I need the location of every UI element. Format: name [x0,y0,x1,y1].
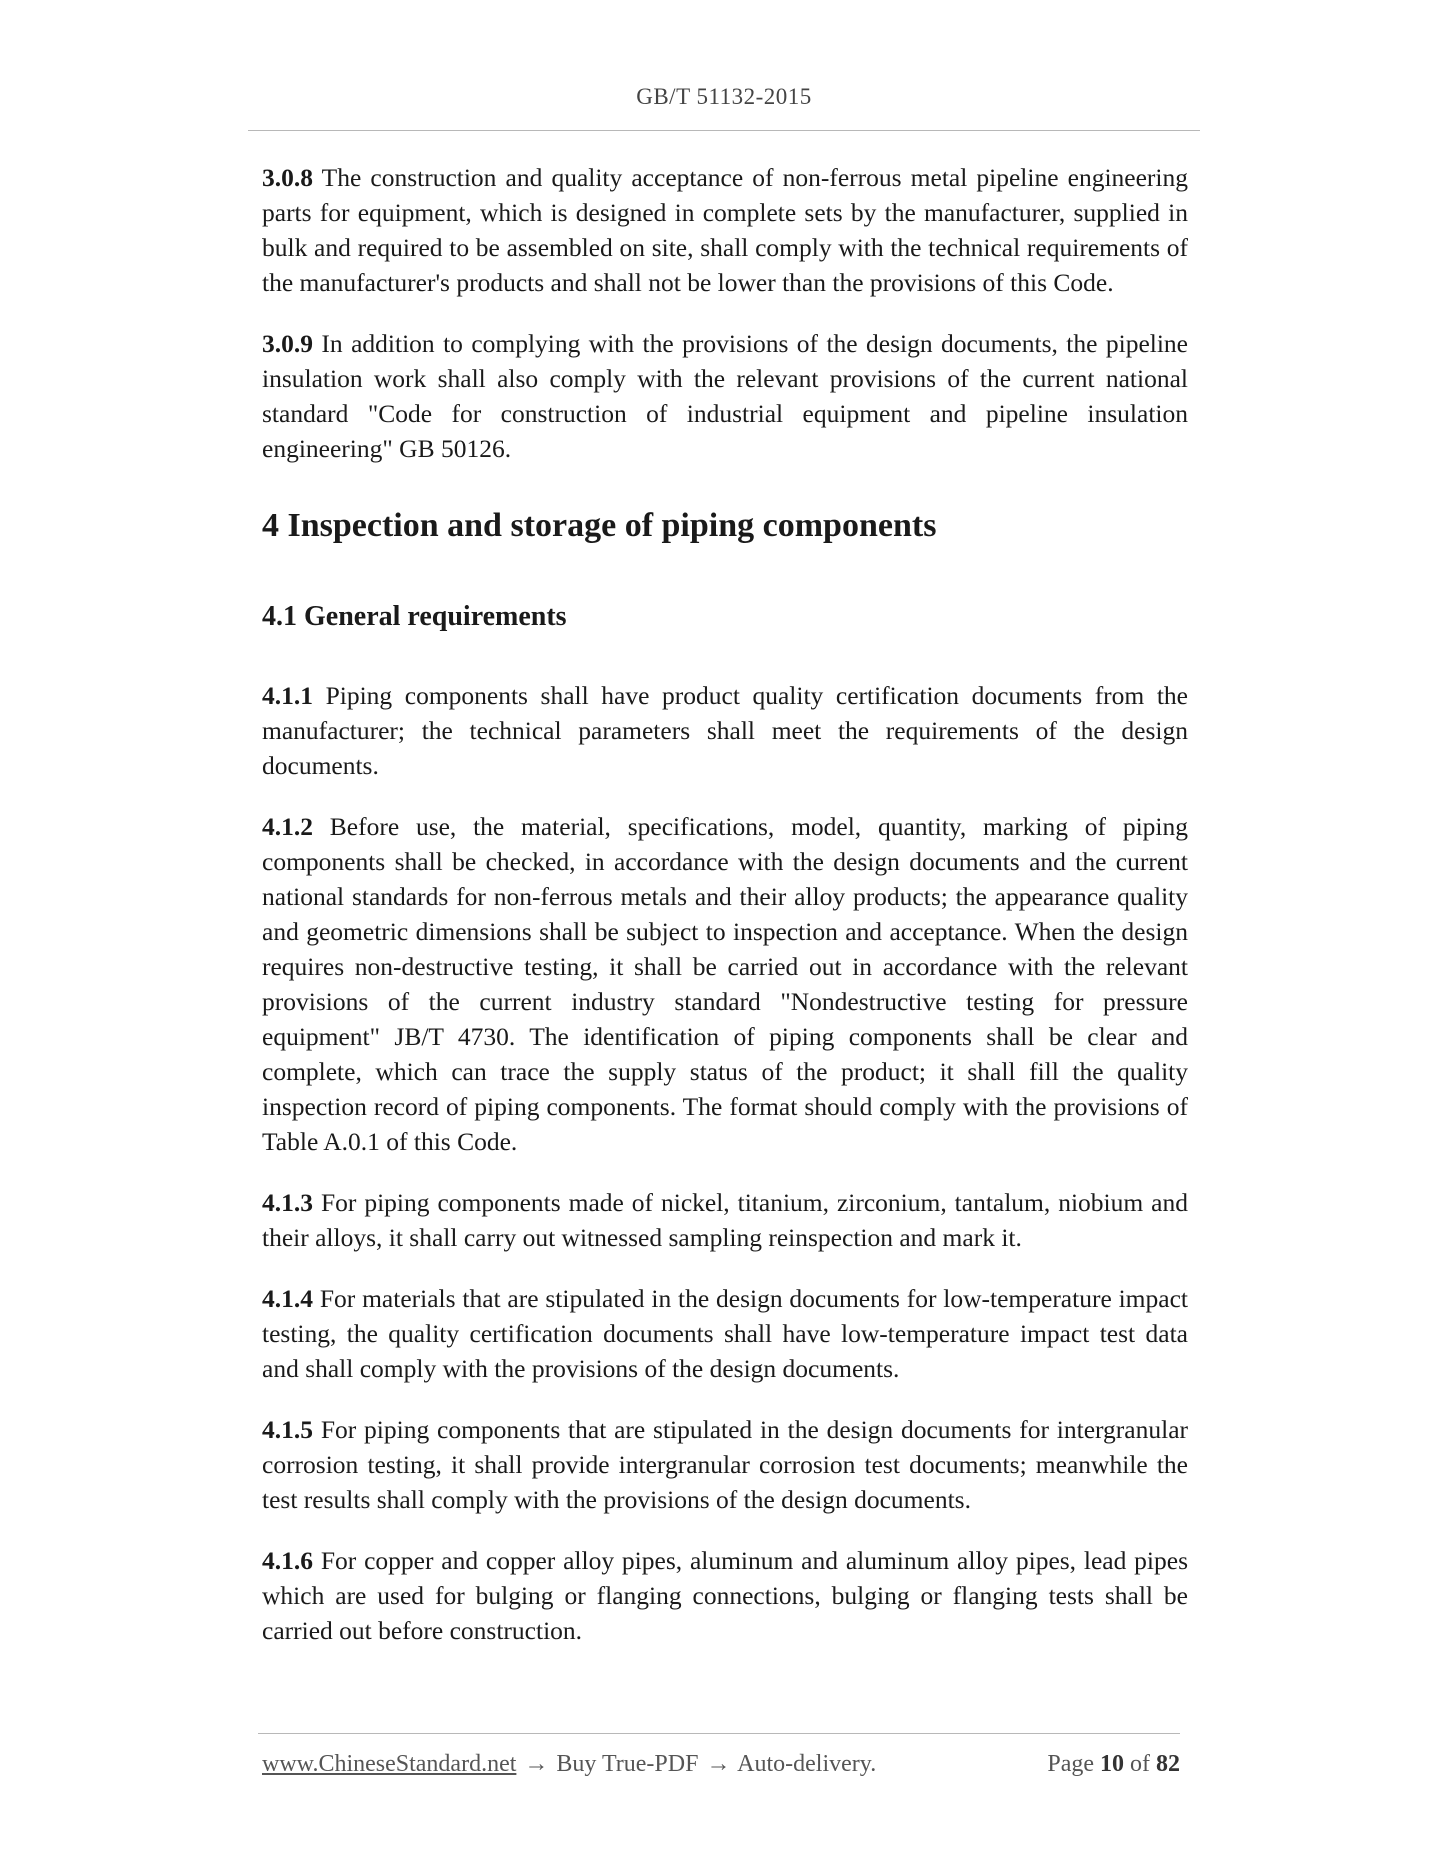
page-number: 10 [1100,1751,1124,1777]
clause-number: 4.1.2 [262,812,313,841]
clause-number: 4.1.3 [262,1188,313,1217]
clause-4-1-3 [262,1185,1188,1255]
arrow-right-icon: → [706,1751,731,1777]
clause-text: For piping components made of nickel, titanium, zirconium, tantalum, niobium and their alloys, it shall carry out witnessed sampling reinspection and mark it. [262,1188,1188,1252]
clause-text: Piping components shall have product quality certification documents from the manufacturer; the technical parameters shall meet the requirements of the design documents. [262,681,1188,780]
running-header: GB/T 51132-2015 [636,84,812,109]
clause-text: For copper and copper alloy pipes, aluminum and aluminum alloy pipes, lead pipes which are used for bulging or flanging connections, bulging or flanging tests shall be carried out before construction. [262,1546,1188,1645]
site-link[interactable]: www.ChineseStandard.net [262,1751,517,1777]
clause-4-1-1 [262,678,1188,783]
clause-4-1-6 [262,1543,1188,1648]
clause-number: 3.0.9 [262,329,313,358]
clause-text: The construction and quality acceptance of non-ferrous metal pipeline engineering parts for equipment, which is designed in complete sets by the manufacturer, supplied in bulk and required to be assembled on site, shall comply with the technical requirements of the manufacturer's products and shall not be lower than the provisions of this Code. [262,163,1188,297]
clause-text: Before use, the material, specifications, model, quantity, marking of piping components shall be checked, in accordance with the design documents and the current national standards for non-ferrous metals and their alloy products; the appearance quality and geometric dimensions shall be subject to inspection and acceptance. When the design requires non-destructive testing, it shall be carried out in accordance with the relevant provisions of the current industry standard "Nondestructive testing for pressure equipment" JB/T 4730. The identification of piping components shall be clear and complete, which can trace the supply status of the product; it shall fill the quality inspection record of piping components. The format should comply with the provisions of Table A.0.1 of this Code. [262,812,1188,1156]
footer-divider [258,1733,1180,1734]
buy-text: Buy True-PDF [556,1751,699,1777]
clause-3-0-9 [262,326,1188,466]
clause-text: For piping components that are stipulated in the design documents for intergranular corrosion testing, it shall provide intergranular corrosion test documents; meanwhile the test results shall comply with the provisions of the design documents. [262,1415,1188,1514]
clause-number: 4.1.4 [262,1284,313,1313]
delivery-text: Auto-delivery. [737,1751,877,1777]
clause-4-1-2 [262,809,1188,1159]
page-content [262,160,1188,1674]
footer-promo [262,1751,876,1778]
chapter-heading: 4 Inspection and storage of piping components [262,507,937,544]
clause-number: 4.1.5 [262,1415,313,1444]
section-heading: 4.1 General requirements [262,601,567,632]
total-pages: 82 [1156,1751,1180,1777]
page-label: Page [1047,1751,1094,1777]
clause-number: 4.1.1 [262,681,313,710]
clause-number: 3.0.8 [262,163,313,192]
clause-4-1-4 [262,1281,1188,1386]
clause-3-0-8 [262,160,1188,300]
clause-text: In addition to complying with the provisions of the design documents, the pipeline insulation work shall also comply with the relevant provisions of the current national standard "Code for construction of industrial equipment and pipeline insulation engineering" GB 50126. [262,329,1188,463]
clause-text: For materials that are stipulated in the design documents for low-temperature impact testing, the quality certification documents shall have low-temperature impact test data and shall comply with the provisions of the design documents. [262,1284,1188,1383]
of-label: of [1130,1751,1150,1777]
page-indicator [1047,1751,1180,1778]
clause-number: 4.1.6 [262,1546,313,1575]
clause-4-1-5 [262,1412,1188,1517]
arrow-right-icon: → [524,1751,549,1777]
header-divider [248,130,1200,131]
